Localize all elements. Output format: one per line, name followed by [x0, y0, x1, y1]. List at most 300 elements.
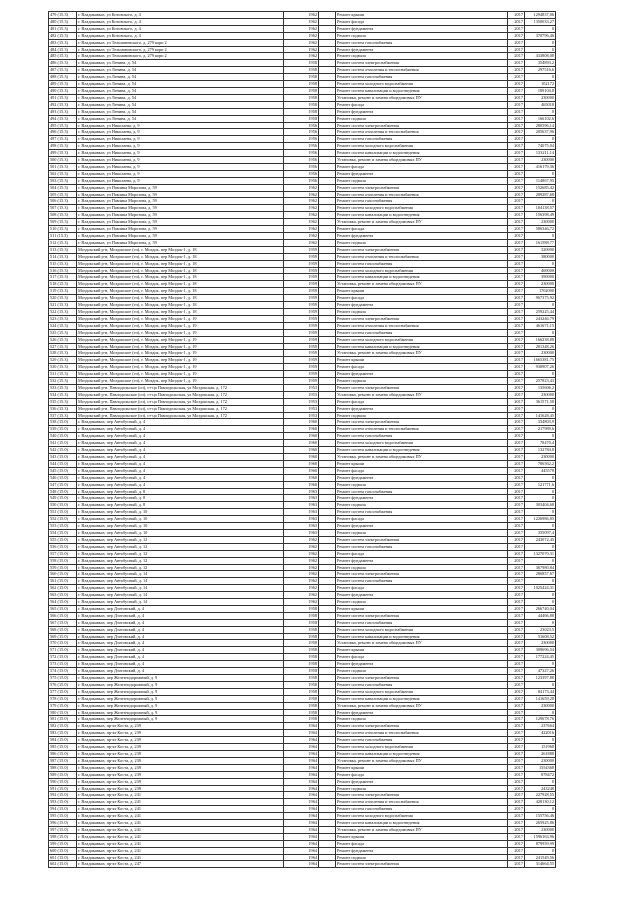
address-cell: г. Владикавказ, пер Железнодорожный, д. 9	[77, 702, 284, 709]
work-type-cell: Ремонт подвала	[336, 32, 508, 39]
empty-cell	[319, 688, 336, 695]
build-year-cell: 1956	[284, 122, 319, 129]
work-type-cell: Ремонт подвала	[336, 115, 508, 122]
table-row	[49, 847, 556, 854]
row-number-cell: 514 (15.3)	[49, 253, 77, 260]
work-type-cell: Ремонт крыши	[336, 288, 508, 295]
row-number-cell: 568 (15.0)	[49, 626, 77, 633]
address-cell: г. Владикавказ, пер Автобусный, д. 4	[77, 419, 284, 426]
completion-year-cell: 2017	[508, 502, 525, 509]
empty-cell	[319, 281, 336, 288]
table-row	[49, 723, 556, 730]
build-year-cell: 1964	[284, 750, 319, 757]
table-row	[49, 343, 556, 350]
row-number-cell: 570 (15.0)	[49, 640, 77, 647]
table-row	[49, 695, 556, 702]
work-type-cell: Ремонт фундамента	[336, 557, 508, 564]
completion-year-cell: 2017	[508, 612, 525, 619]
empty-cell	[319, 550, 336, 557]
build-year-cell: 1959	[284, 260, 319, 267]
empty-cell	[319, 405, 336, 412]
build-year-cell: 1962	[284, 212, 319, 219]
table-row	[49, 253, 556, 260]
row-number-cell: 548 (15.0)	[49, 488, 77, 495]
table-row	[49, 654, 556, 661]
cost-cell: 354893,2	[525, 60, 556, 67]
address-cell: г. Владикавказ, пер Автобусный, д. 14	[77, 571, 284, 578]
empty-cell	[319, 136, 336, 143]
table-row	[49, 599, 556, 606]
cost-cell: 0	[525, 592, 556, 599]
completion-year-cell: 2017	[508, 150, 525, 157]
row-number-cell: 567 (15.0)	[49, 619, 77, 626]
cost-cell: 237664	[525, 723, 556, 730]
cost-cell: 280596,14	[525, 122, 556, 129]
cost-cell: 104138,57	[525, 205, 556, 212]
row-number-cell: 556 (15.0)	[49, 543, 77, 550]
work-type-cell: Ремонт фасада	[336, 398, 508, 405]
empty-cell	[319, 668, 336, 675]
cost-cell: 938907,26	[525, 364, 556, 371]
address-cell: г. Владикавказ, ул Николаева, д. 9	[77, 177, 284, 184]
build-year-cell: 1963	[284, 495, 319, 502]
cost-cell: 0	[525, 170, 556, 177]
empty-cell	[319, 681, 336, 688]
address-cell: г. Владикавказ, пер Автобусный, д. 4	[77, 474, 284, 481]
build-year-cell: 1962	[284, 585, 319, 592]
work-type-cell: Ремонт систем газоснабжения	[336, 619, 508, 626]
build-year-cell: 1956	[284, 136, 319, 143]
completion-year-cell: 2017	[508, 129, 525, 136]
empty-cell	[319, 744, 336, 751]
build-year-cell: 1964	[284, 826, 319, 833]
build-year-cell: 1959	[284, 295, 319, 302]
empty-cell	[319, 267, 336, 274]
cost-cell: 205637,96	[525, 129, 556, 136]
cost-cell: 121771,6	[525, 481, 556, 488]
table-row	[49, 260, 556, 267]
table-row	[49, 619, 556, 626]
completion-year-cell: 2017	[508, 523, 525, 530]
build-year-cell: 1962	[284, 191, 319, 198]
address-cell: г. Владикавказ, пер Дзотовский, д. 4	[77, 626, 284, 633]
row-number-cell: 595 (15.0)	[49, 813, 77, 820]
build-year-cell: 1956	[284, 163, 319, 170]
address-cell: Моздокский р-н, Моздокское (гп), г. Моздок, пер Моздок-1, д. 18	[77, 295, 284, 302]
address-cell: г. Владикавказ, пер Железнодорожный, д. 9	[77, 688, 284, 695]
row-number-cell: 573 (15.0)	[49, 661, 77, 668]
work-type-cell: Ремонт фундамента	[336, 778, 508, 785]
address-cell: г. Владикавказ, пер Автобусный, д. 12	[77, 536, 284, 543]
completion-year-cell: 2017	[508, 163, 525, 170]
completion-year-cell: 2017	[508, 847, 525, 854]
work-type-cell: Ремонт фундамента	[336, 25, 508, 32]
empty-cell	[319, 557, 336, 564]
address-cell: г. Владикавказ, ул Павлика Морозова, д. 59	[77, 239, 284, 246]
table-row	[49, 675, 556, 682]
build-year-cell: 1962	[284, 39, 319, 46]
work-type-cell: Установка, ремонт и замена общедомовых ПУ	[336, 350, 508, 357]
work-type-cell: Ремонт систем холодного водоснабжения	[336, 205, 508, 212]
row-number-cell: 534 (15.3)	[49, 391, 77, 398]
empty-cell	[319, 60, 336, 67]
cost-cell: 265925,86	[525, 820, 556, 827]
completion-year-cell: 2017	[508, 391, 525, 398]
empty-cell	[319, 702, 336, 709]
empty-cell	[319, 806, 336, 813]
address-cell: г. Владикавказ, пер Дзотовский, д. 4	[77, 640, 284, 647]
row-number-cell: 572 (15.0)	[49, 654, 77, 661]
row-number-cell: 506 (15.3)	[49, 198, 77, 205]
cost-cell: 230000	[525, 157, 556, 164]
table-row	[49, 612, 556, 619]
table-row	[49, 246, 556, 253]
cost-cell: 0	[525, 778, 556, 785]
work-type-cell: Установка, ремонт и замена общедомовых ПУ	[336, 157, 508, 164]
address-cell: г. Владикавказ, ул Ленина, д. 54	[77, 94, 284, 101]
table-row	[49, 440, 556, 447]
address-cell: г. Владикавказ, пер Дзотовский, д. 4	[77, 605, 284, 612]
cost-cell: 1025424,31	[525, 585, 556, 592]
work-type-cell: Ремонт фасада	[336, 18, 508, 25]
table-row	[49, 25, 556, 32]
work-type-cell: Ремонт систем электроснабжения	[336, 612, 508, 619]
address-cell: г. Владикавказ, ул Ленина, д. 54	[77, 74, 284, 81]
cost-cell: 0	[525, 46, 556, 53]
empty-cell	[319, 295, 336, 302]
build-year-cell: 1959	[284, 253, 319, 260]
empty-cell	[319, 619, 336, 626]
completion-year-cell: 2017	[508, 737, 525, 744]
build-year-cell: 1959	[284, 281, 319, 288]
address-cell: г. Владикавказ, пер Дзотовский, д. 4	[77, 661, 284, 668]
table-row	[49, 371, 556, 378]
row-number-cell: 494 (15.3)	[49, 115, 77, 122]
cost-cell: 314664,55	[525, 861, 556, 868]
row-number-cell: 495 (15.3)	[49, 122, 77, 129]
build-year-cell: 1958	[284, 619, 319, 626]
cost-cell: 0	[525, 543, 556, 550]
empty-cell	[319, 233, 336, 240]
build-year-cell: 1958	[284, 716, 319, 723]
completion-year-cell: 2017	[508, 695, 525, 702]
row-number-cell: 522 (15.3)	[49, 308, 77, 315]
address-cell: г. Владикавказ, пр-кт Коста, д. 241	[77, 820, 284, 827]
address-cell: г. Владикавказ, ул Тельмановского, д. 279 корп 2	[77, 46, 284, 53]
empty-cell	[319, 143, 336, 150]
address-cell: г. Владикавказ, пер Автобусный, д. 4	[77, 467, 284, 474]
row-number-cell: 502 (15.3)	[49, 170, 77, 177]
empty-cell	[319, 813, 336, 820]
work-type-cell: Ремонт систем газоснабжения	[336, 39, 508, 46]
row-number-cell: 486 (15.3)	[49, 60, 77, 67]
cost-cell: 0	[525, 25, 556, 32]
address-cell: г. Владикавказ, пер Автобусный, д. 4	[77, 447, 284, 454]
empty-cell	[319, 474, 336, 481]
completion-year-cell: 2017	[508, 398, 525, 405]
build-year-cell: 1958	[284, 74, 319, 81]
cost-cell: 152685,42	[525, 184, 556, 191]
address-cell: Моздокский р-н, Павлодольское (сп), ст-ца Павлодольская, ул Моздокская, д. 172	[77, 384, 284, 391]
cost-cell: 102172	[525, 81, 556, 88]
work-type-cell: Ремонт систем отопления и теплоснабжения	[336, 253, 508, 260]
table-row	[49, 813, 556, 820]
row-number-cell: 483 (15.3)	[49, 39, 77, 46]
row-number-cell: 552 (15.0)	[49, 516, 77, 523]
cost-cell: 465018	[525, 101, 556, 108]
row-number-cell: 550 (15.0)	[49, 502, 77, 509]
cost-cell: 428130,12	[525, 799, 556, 806]
work-type-cell: Установка, ремонт и замена общедомовых ПУ	[336, 219, 508, 226]
build-year-cell: 1962	[284, 53, 319, 60]
completion-year-cell: 2017	[508, 405, 525, 412]
completion-year-cell: 2017	[508, 495, 525, 502]
address-cell: г. Владикавказ, пер Дзотовский, д. 4	[77, 612, 284, 619]
completion-year-cell: 2017	[508, 239, 525, 246]
row-number-cell: 541 (15.0)	[49, 440, 77, 447]
address-cell: г. Владикавказ, пер Железнодорожный, д. 9	[77, 695, 284, 702]
work-type-cell: Ремонт подвала	[336, 564, 508, 571]
work-type-cell: Установка, ремонт и замена общедомовых ПУ	[336, 281, 508, 288]
work-type-cell: Ремонт систем электроснабжения	[336, 861, 508, 868]
row-number-cell: 535 (15.3)	[49, 398, 77, 405]
build-year-cell: 1963	[284, 529, 319, 536]
build-year-cell: 1962	[284, 536, 319, 543]
empty-cell	[319, 253, 336, 260]
cost-cell: 230000	[525, 757, 556, 764]
address-cell: г. Владикавказ, пер Автобусный, д. 8	[77, 502, 284, 509]
build-year-cell: 1964	[284, 847, 319, 854]
work-type-cell: Ремонт систем газоснабжения	[336, 433, 508, 440]
address-cell: г. Владикавказ, ул Павлика Морозова, д. 59	[77, 212, 284, 219]
empty-cell	[319, 18, 336, 25]
table-row	[49, 750, 556, 757]
completion-year-cell: 2017	[508, 308, 525, 315]
work-type-cell: Ремонт систем газоснабжения	[336, 136, 508, 143]
completion-year-cell: 2017	[508, 336, 525, 343]
completion-year-cell: 2017	[508, 426, 525, 433]
completion-year-cell: 2017	[508, 329, 525, 336]
address-cell: г. Владикавказ, пер Автобусный, д. 4	[77, 440, 284, 447]
row-number-cell: 601 (15.0)	[49, 854, 77, 861]
address-cell: Моздокский р-н, Моздокское (гп), г. Моздок, пер Моздок-1, д. 18	[77, 274, 284, 281]
table-row	[49, 716, 556, 723]
build-year-cell: 1958	[284, 640, 319, 647]
build-year-cell: 1962	[284, 184, 319, 191]
row-number-cell: 555 (15.0)	[49, 536, 77, 543]
work-type-cell: Установка, ремонт и замена общедомовых ПУ	[336, 391, 508, 398]
empty-cell	[319, 129, 336, 136]
repair-schedule-table	[48, 11, 556, 868]
work-type-cell: Ремонт подвала	[336, 502, 508, 509]
address-cell: г. Владикавказ, ул Павлика Морозова, д. 59	[77, 233, 284, 240]
address-cell: г. Владикавказ, ул Тельмановского, д. 279 корп 2	[77, 53, 284, 60]
address-cell: г. Владикавказ, ул Тельмановского, д. 279 корп 2	[77, 39, 284, 46]
address-cell: г. Владикавказ, пр-кт Коста, д. 241	[77, 813, 284, 820]
completion-year-cell: 2017	[508, 668, 525, 675]
cost-cell: 166102,6	[525, 115, 556, 122]
cost-cell: 879959,99	[525, 840, 556, 847]
work-type-cell: Ремонт систем холодного водоснабжения	[336, 813, 508, 820]
table-row	[49, 605, 556, 612]
build-year-cell: 1958	[284, 709, 319, 716]
cost-cell: 0	[525, 74, 556, 81]
row-number-cell: 517 (15.3)	[49, 274, 77, 281]
cost-cell: 1327070,31	[525, 550, 556, 557]
work-type-cell: Ремонт систем электроснабжения	[336, 315, 508, 322]
work-type-cell: Ремонт систем холодного водоснабжения	[336, 143, 508, 150]
table-row	[49, 46, 556, 53]
cost-cell: 243246,79	[525, 315, 556, 322]
table-row	[49, 481, 556, 488]
row-number-cell: 564 (15.0)	[49, 599, 77, 606]
row-number-cell: 487 (15.3)	[49, 67, 77, 74]
build-year-cell: 1963	[284, 509, 319, 516]
empty-cell	[319, 108, 336, 115]
empty-cell	[319, 87, 336, 94]
empty-cell	[319, 170, 336, 177]
cost-cell: 334803,9	[525, 419, 556, 426]
empty-cell	[319, 661, 336, 668]
build-year-cell: 1960	[284, 419, 319, 426]
cost-cell: 123397,88	[525, 675, 556, 682]
completion-year-cell: 2017	[508, 564, 525, 571]
empty-cell	[319, 523, 336, 530]
address-cell: г. Владикавказ, ул Павлика Морозова, д. 59	[77, 219, 284, 226]
cost-cell: 445578	[525, 467, 556, 474]
completion-year-cell: 2017	[508, 226, 525, 233]
address-cell: Моздокский р-н, Моздокское (гп), г. Моздок, пер Моздок-1, д. 18	[77, 281, 284, 288]
table-row	[49, 315, 556, 322]
row-number-cell: 497 (15.3)	[49, 136, 77, 143]
address-cell: г. Владикавказ, пр-кт Коста, д. 239	[77, 744, 284, 751]
address-cell: г. Владикавказ, ул Котовского, д. 4	[77, 12, 284, 19]
completion-year-cell: 2017	[508, 122, 525, 129]
completion-year-cell: 2017	[508, 757, 525, 764]
completion-year-cell: 2017	[508, 744, 525, 751]
table-row	[49, 778, 556, 785]
address-cell: г. Владикавказ, пер Железнодорожный, д. 9	[77, 675, 284, 682]
table-row	[49, 150, 556, 157]
completion-year-cell: 2017	[508, 799, 525, 806]
cost-cell: 230000	[525, 640, 556, 647]
row-number-cell: 511 (15.3)	[49, 233, 77, 240]
cost-cell: 422016	[525, 730, 556, 737]
row-number-cell: 554 (15.0)	[49, 529, 77, 536]
address-cell: г. Владикавказ, пер Автобусный, д. 4	[77, 426, 284, 433]
address-cell: Моздокский р-н, Моздокское (гп), г. Моздок, пер Моздок-1, д. 18	[77, 267, 284, 274]
work-type-cell: Ремонт крыши	[336, 833, 508, 840]
empty-cell	[319, 599, 336, 606]
address-cell: г. Владикавказ, пр-кт Коста, д. 241	[77, 799, 284, 806]
cost-cell: 433808,08	[525, 53, 556, 60]
completion-year-cell: 2017	[508, 267, 525, 274]
build-year-cell: 1958	[284, 647, 319, 654]
empty-cell	[319, 799, 336, 806]
table-row	[49, 87, 556, 94]
work-type-cell: Ремонт систем холодного водоснабжения	[336, 744, 508, 751]
work-type-cell: Ремонт крыши	[336, 460, 508, 467]
address-cell: Моздокский р-н, Моздокское (гп), г. Моздок, пер Моздок-1, д. 19	[77, 378, 284, 385]
build-year-cell: 1959	[284, 336, 319, 343]
completion-year-cell: 2017	[508, 343, 525, 350]
table-row	[49, 39, 556, 46]
table-row	[49, 557, 556, 564]
empty-cell	[319, 785, 336, 792]
address-cell: г. Владикавказ, ул Ленина, д. 54	[77, 115, 284, 122]
address-cell: г. Владикавказ, пер Автобусный, д. 8	[77, 488, 284, 495]
work-type-cell: Ремонт систем канализации и водоотведения	[336, 820, 508, 827]
completion-year-cell: 2017	[508, 143, 525, 150]
address-cell: Моздокский р-н, Моздокское (гп), г. Моздок, пер Моздок-1, д. 19	[77, 322, 284, 329]
empty-cell	[319, 371, 336, 378]
build-year-cell: 1964	[284, 854, 319, 861]
work-type-cell: Ремонт фасада	[336, 226, 508, 233]
cost-cell: 380000	[525, 253, 556, 260]
completion-year-cell: 2017	[508, 467, 525, 474]
build-year-cell: 1962	[284, 543, 319, 550]
table-row	[49, 757, 556, 764]
build-year-cell: 1958	[284, 633, 319, 640]
row-number-cell: 489 (15.3)	[49, 81, 77, 88]
empty-cell	[319, 260, 336, 267]
empty-cell	[319, 585, 336, 592]
completion-year-cell: 2017	[508, 74, 525, 81]
empty-cell	[319, 150, 336, 157]
work-type-cell: Ремонт фундамента	[336, 371, 508, 378]
empty-cell	[319, 274, 336, 281]
cost-cell: 297516,6	[525, 67, 556, 74]
empty-cell	[319, 764, 336, 771]
table-row	[49, 364, 556, 371]
address-cell: г. Владикавказ, пер Автобусный, д. 14	[77, 599, 284, 606]
row-number-cell: 587 (15.0)	[49, 757, 77, 764]
build-year-cell: 1964	[284, 833, 319, 840]
completion-year-cell: 2017	[508, 322, 525, 329]
address-cell: г. Владикавказ, ул Павлика Морозова, д. 59	[77, 191, 284, 198]
table-row	[49, 688, 556, 695]
build-year-cell: 1958	[284, 60, 319, 67]
completion-year-cell: 2017	[508, 205, 525, 212]
work-type-cell: Ремонт систем газоснабжения	[336, 260, 508, 267]
work-type-cell: Ремонт подвала	[336, 599, 508, 606]
work-type-cell: Ремонт фасада	[336, 550, 508, 557]
empty-cell	[319, 226, 336, 233]
address-cell: г. Владикавказ, ул Николаева, д. 9	[77, 136, 284, 143]
build-year-cell: 1958	[284, 612, 319, 619]
row-number-cell: 574 (15.0)	[49, 668, 77, 675]
build-year-cell: 1960	[284, 467, 319, 474]
completion-year-cell: 2017	[508, 688, 525, 695]
cost-cell: 0	[525, 509, 556, 516]
build-year-cell: 1964	[284, 764, 319, 771]
address-cell: г. Владикавказ, ул Ленина, д. 54	[77, 87, 284, 94]
row-number-cell: 547 (15.0)	[49, 481, 77, 488]
completion-year-cell: 2017	[508, 778, 525, 785]
cost-cell: 0	[525, 709, 556, 716]
address-cell: г. Владикавказ, ул Ленина, д. 54	[77, 101, 284, 108]
work-type-cell: Ремонт систем электроснабжения	[336, 60, 508, 67]
empty-cell	[319, 25, 336, 32]
cost-cell: 469000	[525, 267, 556, 274]
work-type-cell: Ремонт систем канализации и водоотведения	[336, 633, 508, 640]
work-type-cell: Ремонт фундамента	[336, 108, 508, 115]
completion-year-cell: 2017	[508, 219, 525, 226]
address-cell: г. Владикавказ, ул Павлика Морозова, д. 59	[77, 226, 284, 233]
work-type-cell: Ремонт систем канализации и водоотведения	[336, 274, 508, 281]
cost-cell: 0	[525, 599, 556, 606]
completion-year-cell: 2017	[508, 198, 525, 205]
